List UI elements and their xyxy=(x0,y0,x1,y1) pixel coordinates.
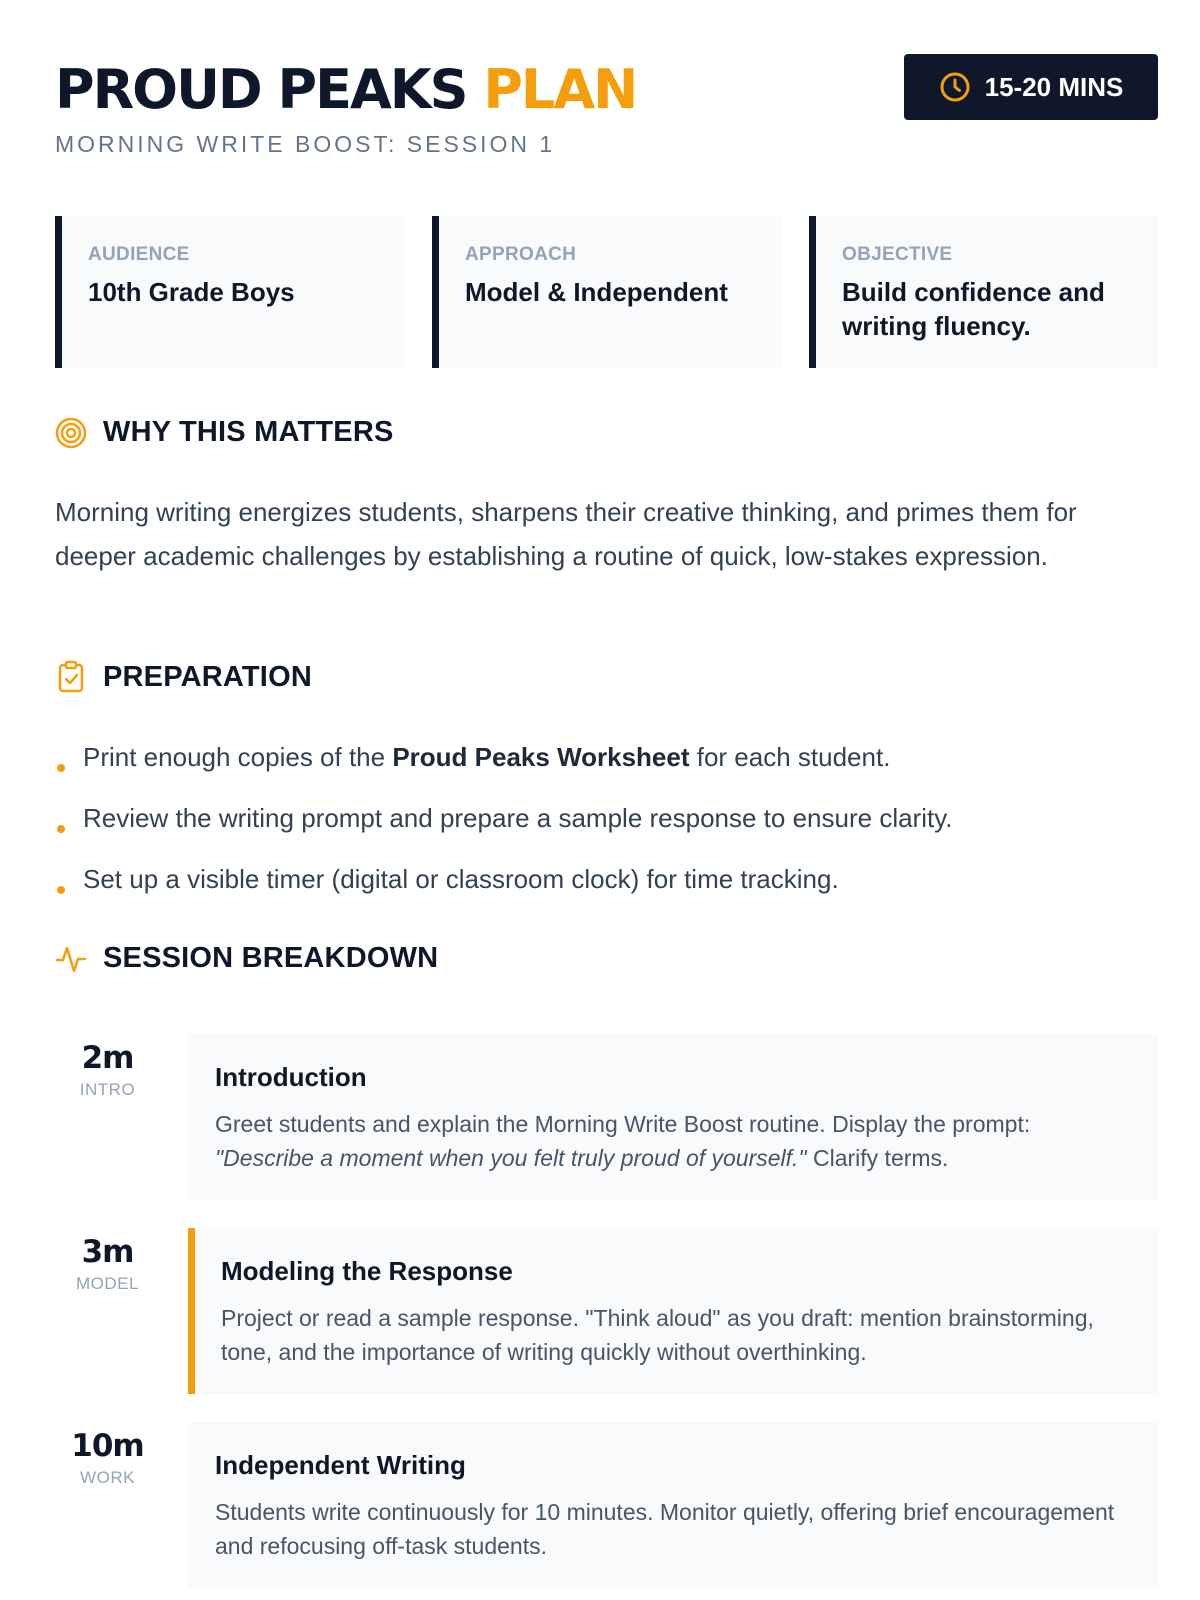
description-text: Clarify terms. xyxy=(806,1145,949,1171)
why-text: Morning writing energizes students, sharpens their creative thinking, and primes them for deeper academic challenges by establishing a routine of quick, low-stakes expression. xyxy=(55,497,1077,571)
duration-value: 10m xyxy=(71,1428,144,1464)
preparation-list xyxy=(55,742,953,925)
duration-tag: INTRO xyxy=(79,1080,136,1099)
timeline-step-work xyxy=(55,1428,1158,1594)
step-title: Independent Writing xyxy=(215,1450,466,1480)
item-text: Set up a visible timer (digital or classroom clock) for time tracking. xyxy=(83,864,839,894)
step-description: Project or read a sample response. "Think aloud" as you draft: mention brainstorming, tone, and the importance of writing quickly without overthinking. xyxy=(221,1305,1094,1365)
clock-icon xyxy=(939,71,971,103)
info-cards xyxy=(55,216,1158,368)
item-text: Review the writing prompt and prepare a sample response to ensure clarity. xyxy=(83,803,953,833)
duration-tag: WORK xyxy=(80,1468,135,1487)
step-card-highlighted xyxy=(188,1228,1158,1394)
page-subtitle: MORNING WRITE BOOST: SESSION 1 xyxy=(55,131,556,157)
list-item xyxy=(55,742,953,803)
step-title: Modeling the Response xyxy=(221,1256,513,1286)
step-duration xyxy=(55,1234,160,1294)
step-card xyxy=(188,1422,1158,1588)
activity-icon xyxy=(55,943,87,975)
step-duration xyxy=(55,1428,160,1488)
breakdown-heading xyxy=(55,942,438,975)
list-item xyxy=(55,864,953,925)
card-value: Model & Independent xyxy=(465,277,728,307)
step-title: Introduction xyxy=(215,1062,367,1092)
step-description xyxy=(215,1107,1131,1175)
card-label: APPROACH xyxy=(465,244,577,265)
card-value: Build confidence and writing fluency. xyxy=(842,277,1105,341)
audience-card xyxy=(55,216,404,368)
timeline-step-model xyxy=(55,1234,1158,1400)
item-text: Print enough copies of the xyxy=(83,742,393,772)
card-label: OBJECTIVE xyxy=(842,244,953,265)
item-bold-text: Proud Peaks Worksheet xyxy=(392,742,690,772)
timeline-step-intro xyxy=(55,1040,1158,1206)
step-description: Students write continuously for 10 minutes. Monitor quietly, offering brief encouragement and refocusing off-task students. xyxy=(215,1499,1115,1559)
section-title: SESSION BREAKDOWN xyxy=(103,942,439,974)
target-icon xyxy=(55,417,87,449)
duration-tag: MODEL xyxy=(76,1274,139,1293)
card-value: 10th Grade Boys xyxy=(88,277,295,307)
duration-badge xyxy=(904,54,1158,120)
step-card xyxy=(188,1034,1158,1200)
item-text: for each student. xyxy=(689,742,891,772)
preparation-heading xyxy=(55,660,312,694)
title-main: PROUD PEAKS xyxy=(55,58,467,121)
section-title: PREPARATION xyxy=(103,660,312,693)
title-accent: PLAN xyxy=(483,58,637,121)
card-label: AUDIENCE xyxy=(88,244,190,265)
bullet-dot xyxy=(57,886,65,894)
duration-value: 3m xyxy=(81,1234,134,1270)
bullet-dot xyxy=(57,764,65,772)
section-title: WHY THIS MATTERS xyxy=(103,416,394,448)
duration-text: 15-20 MINS xyxy=(984,71,1124,102)
page-title xyxy=(55,58,636,121)
duration-value: 2m xyxy=(81,1040,134,1076)
prompt-quote: "Describe a moment when you felt truly proud of yourself." xyxy=(215,1145,807,1171)
objective-card xyxy=(809,216,1158,368)
clipboard-check-icon xyxy=(55,660,87,694)
list-item xyxy=(55,803,953,864)
why-heading xyxy=(55,416,394,449)
description-text: Greet students and explain the Morning Write Boost routine. Display the prompt: xyxy=(215,1111,1031,1137)
approach-card xyxy=(432,216,781,368)
step-duration xyxy=(55,1040,160,1100)
bullet-dot xyxy=(57,825,65,833)
